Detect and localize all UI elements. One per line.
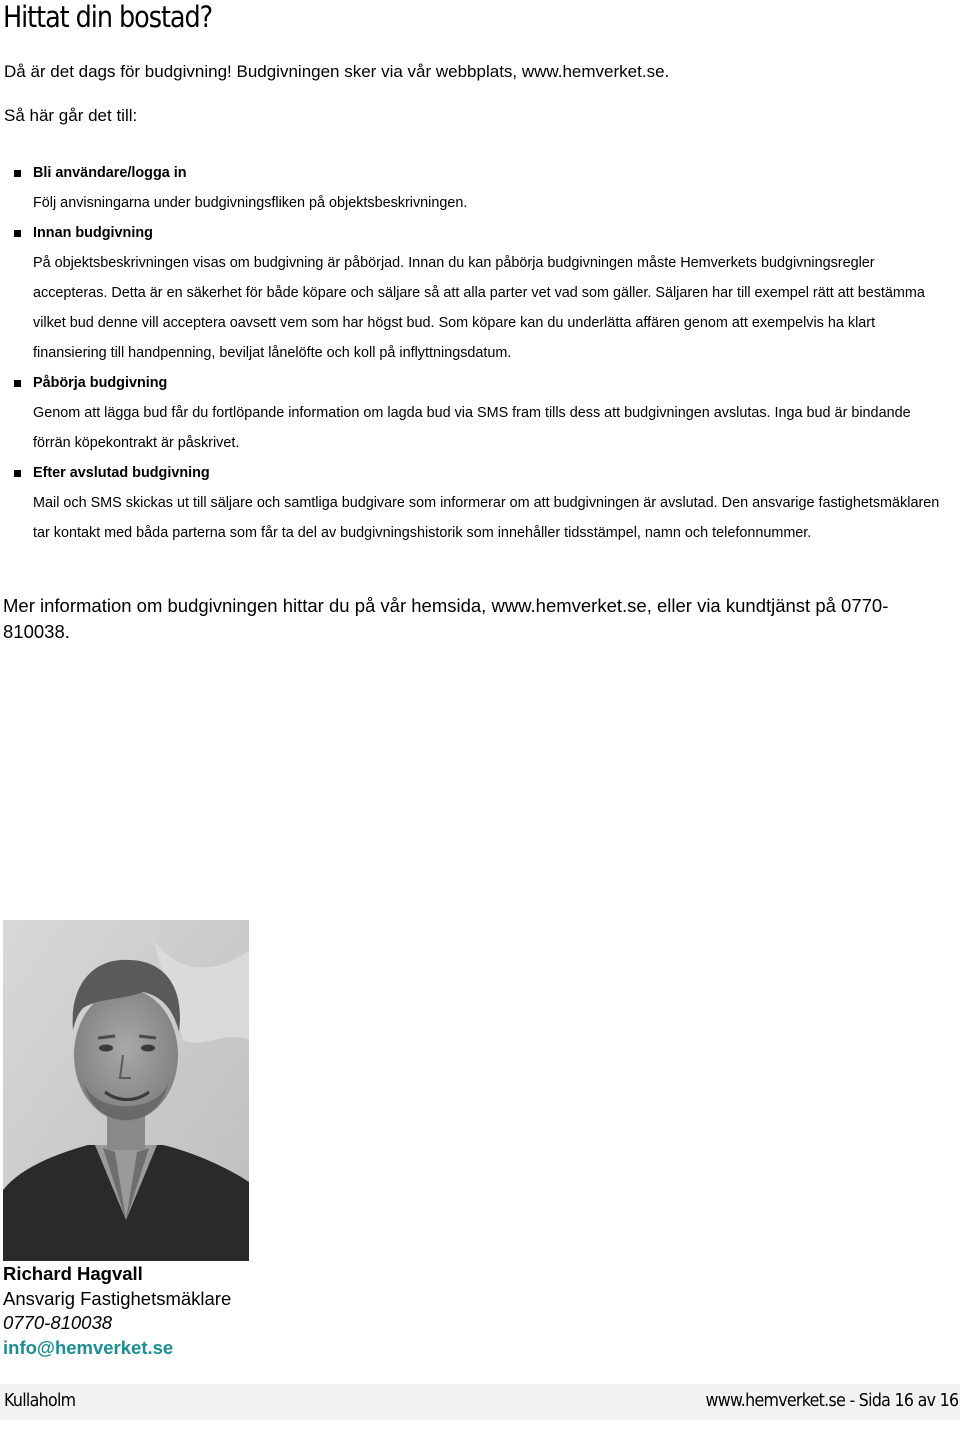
intro-howto: Så här går det till: bbox=[4, 106, 138, 125]
contact-name: Richard Hagvall bbox=[3, 1263, 143, 1284]
contact-card bbox=[3, 1262, 231, 1360]
square-bullet-icon bbox=[14, 470, 21, 477]
step-sentence: Följ anvisningarna under budgivningsfliken på objektsbeskrivningen. bbox=[33, 195, 468, 211]
contact-role: Ansvarig Fastighetsmäklare bbox=[3, 1287, 232, 1309]
step-heading bbox=[0, 458, 960, 488]
step-sentence: Detta är en säkerhet för både köpare och säljare så att alla parter vet vad som gäller. bbox=[111, 285, 652, 301]
step-sentence: På objektsbeskrivningen visas om budgivning är påbörjad. bbox=[33, 255, 405, 271]
contact-email-link[interactable]: info@hemverket.se bbox=[3, 1336, 174, 1358]
page-footer bbox=[0, 1384, 960, 1420]
steps-list bbox=[0, 158, 960, 548]
step-body bbox=[0, 188, 960, 218]
step-heading-text: Bli användare/logga in bbox=[33, 165, 187, 181]
step-before-bidding bbox=[0, 218, 960, 368]
step-heading-text: Efter avslutad budgivning bbox=[33, 465, 210, 481]
step-heading-text: Påbörja budgivning bbox=[33, 375, 168, 391]
step-sentence: Genom att lägga bud får du fortlöpande information om lagda bud via SMS fram tills dess att budgivningen avslutas. bbox=[33, 405, 771, 421]
page-title: Hittat din bostad? bbox=[3, 0, 213, 34]
step-sentence: Innan du kan påbörja budgivningen måste Hemverkets budgivningsregler accepteras. bbox=[33, 255, 875, 301]
step-after-bidding bbox=[0, 458, 960, 548]
footer-page-info: www.hemverket.se - Sida 16 av 16 bbox=[705, 1390, 958, 1411]
agent-photo bbox=[3, 920, 249, 1261]
more-info-text: Mer information om budgivningen hittar du på vår hemsida, www.hemverket.se, eller via kundtjänst på 0770-810038. bbox=[3, 595, 889, 642]
square-bullet-icon bbox=[14, 380, 21, 387]
step-sentence: Inga bud är bindande förrän köpekontrakt är påskrivet. bbox=[33, 405, 911, 451]
step-heading bbox=[0, 368, 960, 398]
step-sentence: Som köpare kan du underlätta affären genom att exempelvis ha klart finansiering till handpenning, beviljat lånelöfte och koll på inflyttningsdatum. bbox=[33, 315, 876, 361]
step-body bbox=[0, 248, 960, 368]
step-body bbox=[0, 488, 960, 548]
step-start-bidding bbox=[0, 368, 960, 458]
square-bullet-icon bbox=[14, 170, 21, 177]
footer-property-name: Kullaholm bbox=[4, 1390, 76, 1411]
step-sentence: Mail och SMS skickas ut till säljare och samtliga budgivare som informerar om att budgivningen är avslutad. bbox=[33, 495, 718, 511]
contact-phone: 0770-810038 bbox=[3, 1312, 113, 1333]
step-body bbox=[0, 398, 960, 458]
square-bullet-icon bbox=[14, 230, 21, 237]
intro-text: Då är det dags för budgivning! Budgivningen sker via vår webbplats, www.hemverket.se. bbox=[4, 62, 670, 81]
step-heading-text: Innan budgivning bbox=[33, 225, 153, 241]
step-heading bbox=[0, 158, 960, 188]
step-heading bbox=[0, 218, 960, 248]
step-register bbox=[0, 158, 960, 218]
step-sentence: Den ansvarige fastighetsmäklaren tar kontakt med båda parterna som får ta del av budgivningshistorik som innehåller tidsstämpel, namn och telefonnummer. bbox=[33, 495, 940, 541]
step-sentence: Säljaren har till exempel rätt att bestämma vilket bud denne vill acceptera oavsett vem som har högst bud. bbox=[33, 285, 925, 331]
